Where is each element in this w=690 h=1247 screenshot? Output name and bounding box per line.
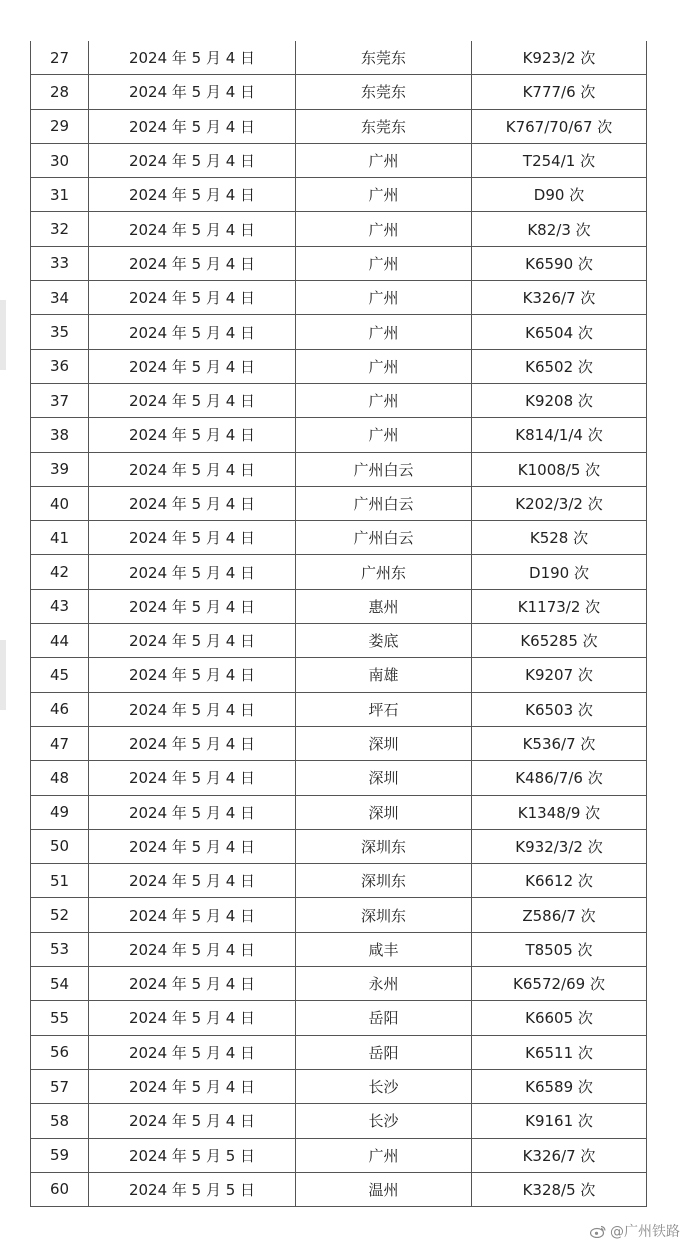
row-number-cell: 57 <box>31 1069 89 1103</box>
train-number-cell: K6590 次 <box>472 246 647 280</box>
date-cell: 2024 年 5 月 4 日 <box>89 452 296 486</box>
table-row <box>31 1069 647 1103</box>
row-number-cell: 55 <box>31 1001 89 1035</box>
row-number-cell: 51 <box>31 864 89 898</box>
date-cell: 2024 年 5 月 4 日 <box>89 143 296 177</box>
table-row <box>31 967 647 1001</box>
row-number-cell: 28 <box>31 75 89 109</box>
table-row <box>31 281 647 315</box>
date-cell: 2024 年 5 月 4 日 <box>89 726 296 760</box>
train-suspension-table <box>30 41 647 1207</box>
train-number-cell: K6605 次 <box>472 1001 647 1035</box>
train-number-cell: T8505 次 <box>472 932 647 966</box>
table-row <box>31 1172 647 1206</box>
station-cell: 长沙 <box>296 1069 472 1103</box>
train-number-cell: K1173/2 次 <box>472 589 647 623</box>
row-number-cell: 47 <box>31 726 89 760</box>
row-number-cell: 49 <box>31 795 89 829</box>
table-row <box>31 178 647 212</box>
row-number-cell: 31 <box>31 178 89 212</box>
train-number-cell: K1348/9 次 <box>472 795 647 829</box>
station-cell: 咸丰 <box>296 932 472 966</box>
train-number-cell: D190 次 <box>472 555 647 589</box>
row-number-cell: 40 <box>31 486 89 520</box>
date-cell: 2024 年 5 月 4 日 <box>89 1104 296 1138</box>
train-number-cell: K6612 次 <box>472 864 647 898</box>
row-number-cell: 58 <box>31 1104 89 1138</box>
table-row <box>31 795 647 829</box>
date-cell: 2024 年 5 月 4 日 <box>89 281 296 315</box>
table-row <box>31 246 647 280</box>
train-number-cell: K9208 次 <box>472 383 647 417</box>
train-number-cell: K202/3/2 次 <box>472 486 647 520</box>
station-cell: 广州白云 <box>296 486 472 520</box>
date-cell: 2024 年 5 月 4 日 <box>89 967 296 1001</box>
table-row <box>31 521 647 555</box>
train-number-cell: K6504 次 <box>472 315 647 349</box>
row-number-cell: 46 <box>31 692 89 726</box>
row-number-cell: 43 <box>31 589 89 623</box>
table-row <box>31 1035 647 1069</box>
date-cell: 2024 年 5 月 4 日 <box>89 521 296 555</box>
train-number-cell: K326/7 次 <box>472 1138 647 1172</box>
station-cell: 深圳 <box>296 761 472 795</box>
row-number-cell: 36 <box>31 349 89 383</box>
station-cell: 广州 <box>296 143 472 177</box>
station-cell: 深圳 <box>296 795 472 829</box>
table-row <box>31 1138 647 1172</box>
table-row <box>31 898 647 932</box>
row-number-cell: 33 <box>31 246 89 280</box>
date-cell: 2024 年 5 月 4 日 <box>89 486 296 520</box>
date-cell: 2024 年 5 月 4 日 <box>89 178 296 212</box>
station-cell: 广州 <box>296 383 472 417</box>
date-cell: 2024 年 5 月 4 日 <box>89 829 296 863</box>
table-row <box>31 624 647 658</box>
train-number-cell: K6511 次 <box>472 1035 647 1069</box>
row-number-cell: 42 <box>31 555 89 589</box>
row-number-cell: 38 <box>31 418 89 452</box>
row-number-cell: 45 <box>31 658 89 692</box>
date-cell: 2024 年 5 月 4 日 <box>89 315 296 349</box>
train-number-cell: K326/7 次 <box>472 281 647 315</box>
train-number-cell: K6589 次 <box>472 1069 647 1103</box>
date-cell: 2024 年 5 月 4 日 <box>89 932 296 966</box>
station-cell: 坪石 <box>296 692 472 726</box>
station-cell: 广州 <box>296 349 472 383</box>
train-number-cell: K923/2 次 <box>472 41 647 75</box>
station-cell: 惠州 <box>296 589 472 623</box>
station-cell: 东莞东 <box>296 75 472 109</box>
station-cell: 岳阳 <box>296 1035 472 1069</box>
date-cell: 2024 年 5 月 4 日 <box>89 898 296 932</box>
row-number-cell: 53 <box>31 932 89 966</box>
date-cell: 2024 年 5 月 4 日 <box>89 864 296 898</box>
weibo-logo-icon <box>590 1225 606 1238</box>
table-row <box>31 452 647 486</box>
table-row <box>31 486 647 520</box>
station-cell: 广州 <box>296 246 472 280</box>
table-body <box>31 41 647 1207</box>
table-row <box>31 109 647 143</box>
row-number-cell: 32 <box>31 212 89 246</box>
station-cell: 东莞东 <box>296 109 472 143</box>
date-cell: 2024 年 5 月 5 日 <box>89 1138 296 1172</box>
station-cell: 深圳东 <box>296 829 472 863</box>
date-cell: 2024 年 5 月 4 日 <box>89 75 296 109</box>
table-row <box>31 829 647 863</box>
train-number-cell: K528 次 <box>472 521 647 555</box>
row-number-cell: 44 <box>31 624 89 658</box>
station-cell: 广州 <box>296 281 472 315</box>
train-number-cell: K932/3/2 次 <box>472 829 647 863</box>
date-cell: 2024 年 5 月 4 日 <box>89 624 296 658</box>
date-cell: 2024 年 5 月 4 日 <box>89 658 296 692</box>
station-cell: 南雄 <box>296 658 472 692</box>
watermark-text: @广州铁路 <box>610 1224 680 1240</box>
date-cell: 2024 年 5 月 4 日 <box>89 212 296 246</box>
date-cell: 2024 年 5 月 4 日 <box>89 692 296 726</box>
train-number-cell: K82/3 次 <box>472 212 647 246</box>
train-number-cell: K6503 次 <box>472 692 647 726</box>
train-number-cell: T254/1 次 <box>472 143 647 177</box>
station-cell: 娄底 <box>296 624 472 658</box>
date-cell: 2024 年 5 月 4 日 <box>89 761 296 795</box>
date-cell: 2024 年 5 月 4 日 <box>89 1001 296 1035</box>
train-number-cell: K9207 次 <box>472 658 647 692</box>
station-cell: 深圳 <box>296 726 472 760</box>
row-number-cell: 39 <box>31 452 89 486</box>
table-row <box>31 75 647 109</box>
date-cell: 2024 年 5 月 5 日 <box>89 1172 296 1206</box>
train-number-cell: K6502 次 <box>472 349 647 383</box>
date-cell: 2024 年 5 月 4 日 <box>89 1035 296 1069</box>
train-number-cell: K777/6 次 <box>472 75 647 109</box>
table-row <box>31 726 647 760</box>
row-number-cell: 37 <box>31 383 89 417</box>
train-number-cell: K814/1/4 次 <box>472 418 647 452</box>
table-row <box>31 41 647 75</box>
table-row <box>31 418 647 452</box>
station-cell: 永州 <box>296 967 472 1001</box>
train-number-cell: K486/7/6 次 <box>472 761 647 795</box>
train-number-cell: K767/70/67 次 <box>472 109 647 143</box>
table-row <box>31 932 647 966</box>
table-row <box>31 761 647 795</box>
train-number-cell: D90 次 <box>472 178 647 212</box>
row-number-cell: 54 <box>31 967 89 1001</box>
date-cell: 2024 年 5 月 4 日 <box>89 246 296 280</box>
station-cell: 广州东 <box>296 555 472 589</box>
row-number-cell: 48 <box>31 761 89 795</box>
row-number-cell: 30 <box>31 143 89 177</box>
station-cell: 岳阳 <box>296 1001 472 1035</box>
date-cell: 2024 年 5 月 4 日 <box>89 555 296 589</box>
table-row <box>31 349 647 383</box>
scan-edge-mark <box>0 300 6 370</box>
train-number-cell: K6572/69 次 <box>472 967 647 1001</box>
weibo-watermark <box>590 1221 680 1241</box>
scan-edge-mark <box>0 640 6 710</box>
station-cell: 广州 <box>296 418 472 452</box>
station-cell: 广州白云 <box>296 452 472 486</box>
train-number-cell: K9161 次 <box>472 1104 647 1138</box>
table-row <box>31 589 647 623</box>
row-number-cell: 27 <box>31 41 89 75</box>
table-row <box>31 1001 647 1035</box>
row-number-cell: 56 <box>31 1035 89 1069</box>
table-row <box>31 212 647 246</box>
station-cell: 温州 <box>296 1172 472 1206</box>
date-cell: 2024 年 5 月 4 日 <box>89 1069 296 1103</box>
station-cell: 东莞东 <box>296 41 472 75</box>
date-cell: 2024 年 5 月 4 日 <box>89 41 296 75</box>
station-cell: 广州白云 <box>296 521 472 555</box>
table-row <box>31 315 647 349</box>
row-number-cell: 52 <box>31 898 89 932</box>
train-number-cell: K65285 次 <box>472 624 647 658</box>
row-number-cell: 50 <box>31 829 89 863</box>
station-cell: 广州 <box>296 178 472 212</box>
date-cell: 2024 年 5 月 4 日 <box>89 418 296 452</box>
row-number-cell: 59 <box>31 1138 89 1172</box>
station-cell: 深圳东 <box>296 898 472 932</box>
station-cell: 广州 <box>296 1138 472 1172</box>
table-row <box>31 383 647 417</box>
station-cell: 长沙 <box>296 1104 472 1138</box>
row-number-cell: 41 <box>31 521 89 555</box>
date-cell: 2024 年 5 月 4 日 <box>89 349 296 383</box>
table-row <box>31 143 647 177</box>
station-cell: 广州 <box>296 315 472 349</box>
table-row <box>31 692 647 726</box>
station-cell: 深圳东 <box>296 864 472 898</box>
row-number-cell: 34 <box>31 281 89 315</box>
table-row <box>31 555 647 589</box>
train-number-cell: K328/5 次 <box>472 1172 647 1206</box>
table-row <box>31 864 647 898</box>
station-cell: 广州 <box>296 212 472 246</box>
date-cell: 2024 年 5 月 4 日 <box>89 383 296 417</box>
date-cell: 2024 年 5 月 4 日 <box>89 795 296 829</box>
date-cell: 2024 年 5 月 4 日 <box>89 589 296 623</box>
train-number-cell: K536/7 次 <box>472 726 647 760</box>
table-row <box>31 1104 647 1138</box>
table-row <box>31 658 647 692</box>
date-cell: 2024 年 5 月 4 日 <box>89 109 296 143</box>
row-number-cell: 29 <box>31 109 89 143</box>
row-number-cell: 60 <box>31 1172 89 1206</box>
train-number-cell: Z586/7 次 <box>472 898 647 932</box>
train-number-cell: K1008/5 次 <box>472 452 647 486</box>
row-number-cell: 35 <box>31 315 89 349</box>
